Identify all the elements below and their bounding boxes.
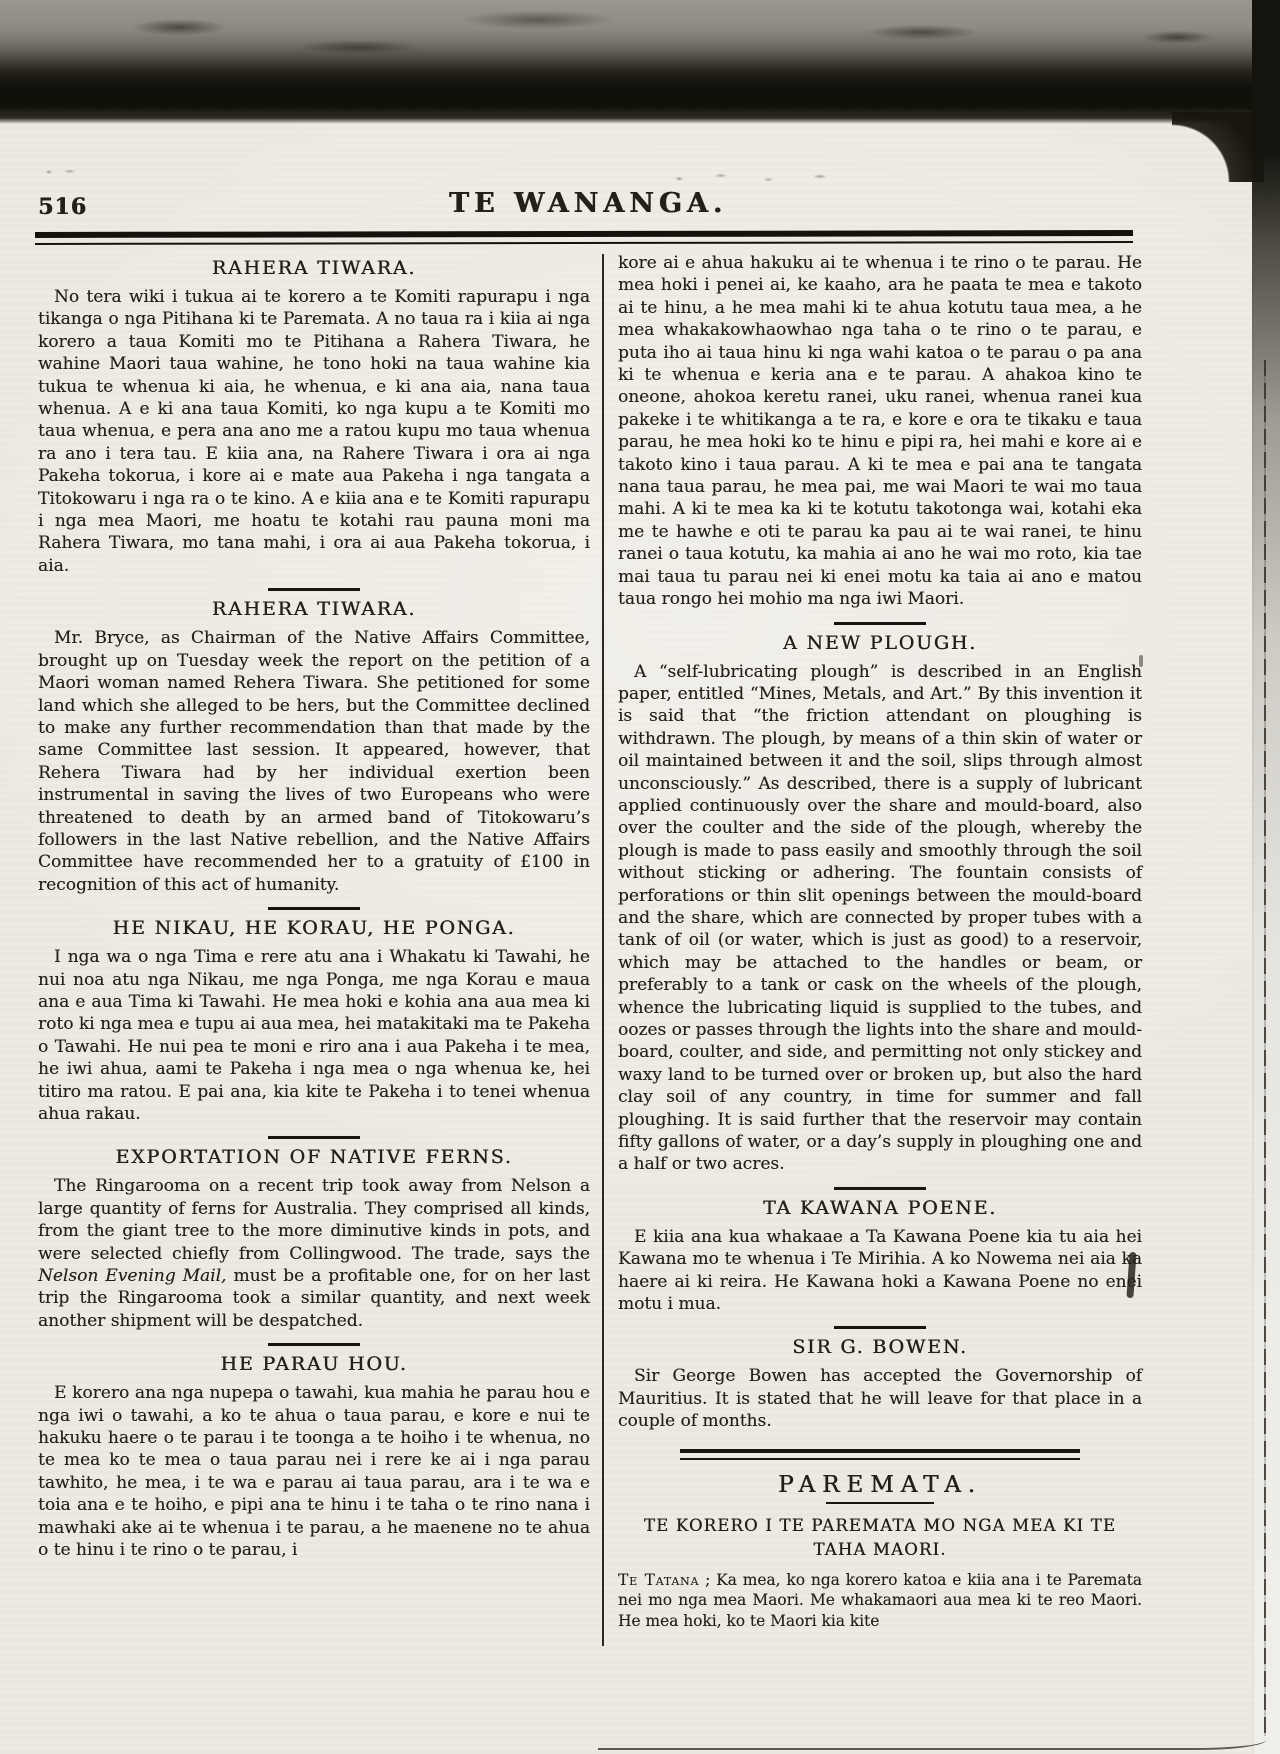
article-heading: EXPORTATION OF NATIVE FERNS. — [115, 1146, 513, 1169]
article-body: I nga wa o nga Tima e rere atu ana i Whakatu ki Tawahi, he nui noa atu nga Nikau, me nga Ponga, me nga Korau e maua ana e aua Tima ki Tawahi. He mea hoki e kohia ana aua mea ki roto ki nga mea e tupu ai aua mea, hei matakitaki ma te Pakeha o Tawahi. He nui pea te moni e riro ana i aua Pakeha i te mea, he iwi ahua, aami te Pakeha i nga mea o nga whenua ke, hei titiro ma ratou. E pai ana, kia kite te Pakeha i to tenei whenua ahua rakau. — [38, 947, 590, 1124]
article-separator-rule — [268, 907, 360, 910]
article-separator-rule — [834, 1187, 926, 1190]
page-bottom-edge-line — [598, 1738, 1266, 1750]
newspaper-name-italic: Nelson Evening Mail, — [38, 1266, 227, 1287]
article-heading: SIR G. BOWEN. — [792, 1336, 968, 1359]
article-separator-rule — [268, 1343, 360, 1346]
article-ta-kawana-poene — [618, 1187, 1142, 1316]
section-paremata — [618, 1449, 1142, 1632]
text-columns — [38, 252, 1142, 1646]
page-number: 516 — [38, 194, 87, 220]
article-rahera-tiwara-english — [38, 588, 590, 896]
right-column — [618, 252, 1142, 1631]
scan-top-edge — [0, 0, 1280, 124]
article-heading: TA KAWANA POENE. — [762, 1196, 998, 1219]
left-column — [38, 252, 590, 1562]
article-heading: A NEW PLOUGH. — [782, 631, 977, 654]
article-separator-rule — [834, 1326, 926, 1329]
article-rahera-tiwara-maori — [38, 257, 590, 577]
article-heading: HE PARAU HOU. — [220, 1353, 408, 1376]
lead-text: ; Ka mea, ko nga korero katoa e kiia ana i te Paremata nei mo nga mea Maori. Me whakamaori aua mea ki te reo Maori. He mea hoki, ko te Maori kia kite — [618, 1570, 1142, 1630]
article-body: E korero ana nga nupepa o tawahi, kua mahia he parau hou e nga iwi o tawahi, a ko te ahua o taua parau, e kore e nui te hakuku haere o te parau i te toonga a te hoiho i te whenua, no te mea ko te mea o taua parau nei i rere ke ai i nga parau tawhito, he mea, i te wa e parau ai taua parau, ara i te wa e toia ana e te hoiho, e pipi ana te hinu i te taha o te rino nana i mawhaki ake ai te whenua i te parau, a he maenene no te ahua o te hinu i te rino o te parau, i — [38, 1383, 590, 1561]
body-text: must be a profitable one, for on her last trip the Ringarooma took a similar quantity, and next week another shipment will be despatched. — [38, 1266, 591, 1331]
article-separator-rule — [268, 588, 360, 591]
article-body: A “self-lubricating plough” is described in an English paper, entitled “Mines, Metals, and Art.” By this invention it is said that “the friction attendant on ploughing is withdrawn. The plough, by means of a thin skin of water or oil maintained between it and the soil, slips through almost unconsciously.” As described, there is a supply of lubricant applied continuously over the share and mould-board, also over the coulter and the side of the plough, whereby the plough is made to pass easily and smoothly through the soil without sticking or adhering. The fountain consists of perforations or thin slit openings between the mould-board and the share, which are connected by proper tubes with a tank of oil (or water, which is just as good) to a reservoir, which may be attached to the handles or beam, or preferably to a tank or cask on the wheels of the plough, whence the lubricating liquid is supplied to the tubes, and oozes or passes through the lights into the share and mould-board, coulter, and side, and permitting not only stickey and waxy land to be turned over or broken up, but also the hard clay soil of any country, in time for summer and fall ploughing. It is said further that the reservoir may contain fifty gallons of water, or a day’s supply in ploughing one and a half or two acres. — [618, 661, 1142, 1175]
scan-corner-shadow — [1172, 112, 1264, 182]
title-underline-rule — [826, 1502, 934, 1504]
article-a-new-plough — [618, 622, 1142, 1176]
article-heading: RAHERA TIWARA. — [211, 257, 417, 279]
article-body: Sir George Bowen has accepted the Governorship of Mauritius. It is stated that he will leave for that place in a couple of months. — [618, 1366, 1142, 1432]
article-body: E kiia ana kua whakaae a Ta Kawana Poene kia tu aia hei Kawana mo te whenua i Te Mirihia. A ko Nowema nei aia ka haere ai ki reira. He Kawana hoki a Kawana Poene no enei motu i mua. — [618, 1226, 1142, 1315]
speaker-name: Te Tatana — [618, 1570, 700, 1589]
article-native-ferns — [38, 1136, 590, 1332]
article-separator-rule — [834, 622, 926, 625]
article-sir-g-bowen — [618, 1326, 1142, 1432]
article-he-parau-hou — [38, 1343, 590, 1561]
masthead-title: TE WANANGA. — [448, 188, 728, 219]
continuation-paragraph: kore ai e ahua hakuku ai te whenua i te rino o te parau. He mea hoki i penei ai, ke kaaho, ara he paata te mea e takoto ai te hinu, a he mea mahi ki te ahua kotutu taua mea, a he mea whakakowhaowhao nga taha o te rino o te parau, e puta iho ai taua hinu ki nga wahi katoa o te parau o pa ana ki te whenua e keria ana e te parau. A ahakoa kino te oneone, ahokoa keretu ranei, uku ranei, whenua ranei kua pakeke i te whitikanga a te ra, e kore e ora te tikaku e taua parau, he mea hoki ko te hinu e pipi ra, hei mahi e kore ai e takoto kino i taua parau. A ki te mea e pai ana te tangata nana taua parau, he mea pai, me wai Maori te wai mo taua mahi. A ki te mea ka ki te kotutu takotonga wai, kotahi eka me te hawhe e oti te parau ka pau ai te wai ranei, te hinu ranei o taua kotutu, ka mahia ai ano he wai mo roto, kia tae mai taua tu parau nei ki enei motu ka taia ai ano e matou taua rongo hei mohio ma nga iwi Maori. — [618, 253, 1142, 610]
section-subtitle: TE KORERO I TE PAREMATA MO NGA MEA KI TE TAHA MAORI. — [643, 1515, 1117, 1559]
section-lead-paragraph — [618, 1570, 1142, 1632]
page-header — [38, 188, 1138, 228]
body-text: The Ringarooma on a recent trip took away from Nelson a large quantity of ferns for Australia. They comprised all kinds, from the giant tree to the more diminutive kinds in pots, and were selected chiefly from Collingwood. The trade, says the — [38, 1176, 590, 1264]
article-body: Mr. Bryce, as Chairman of the Native Affairs Committee, brought up on Tuesday week the report on the petition of a Maori woman named Rehera Tiwara. She petitioned for some land which she alleged to be hers, but the Committee declined to make any further recommendation than that made by the same Committee last session. It appeared, however, that Rehera Tiwara had by her individual exertion been instrumental in saving the lives of two Europeans who were threatened to death by an armed band of Titokowaru’s followers in the last Native rebellion, and the Native Affairs Committee have recommended her to a gratuity of £100 in recognition of this act of humanity. — [38, 628, 590, 895]
article-heading: RAHERA TIWARA. — [211, 598, 417, 621]
section-double-rule — [680, 1449, 1080, 1460]
article-he-nikau — [38, 907, 590, 1125]
article-body — [38, 1175, 590, 1332]
ink-smudge — [42, 166, 88, 178]
ink-smudge — [664, 170, 854, 186]
article-separator-rule — [268, 1136, 360, 1139]
section-title: PAREMATA. — [778, 1471, 982, 1498]
masthead-rule — [35, 230, 1133, 245]
scan-right-edge — [1252, 0, 1280, 1754]
article-heading: HE NIKAU, HE KORAU, HE PONGA. — [112, 917, 516, 940]
article-body: No tera wiki i tukua ai te korero a te Komiti rapurapu i nga tikanga o nga Pitihana ki te Paremata. A no taua ra i kiia ai nga korero a taua Komiti mo te Pitihana a Rahera Tiwara, he wahine Maori taua wahine, he tono hoki na taua wahine kia tukua te whenua ki aia, he whenua, e ki ana aia, nana taua whenua. A e ki ana taua Komiti, ko nga kupu a te Komiti mo taua whenua, e pera ana ano me a ratou kupu mo taua whenua ra ano i tera tau. E kiia ana, na Rahere Tiwara i ora ai nga Pakeha tokorua, i kore ai e mate aua Pakeha i nga tangata a Titokowaru i nga ra o te kino. A e kiia ana e te Komiti rapurapu i nga mea Maori, me hoatu te kotahi rau pauna moni ma Rahera Tiwara, mo tana mahi, i ora ai aua Pakeha tokorua, i aia. — [38, 287, 590, 576]
column-divider-rule — [602, 254, 604, 1646]
